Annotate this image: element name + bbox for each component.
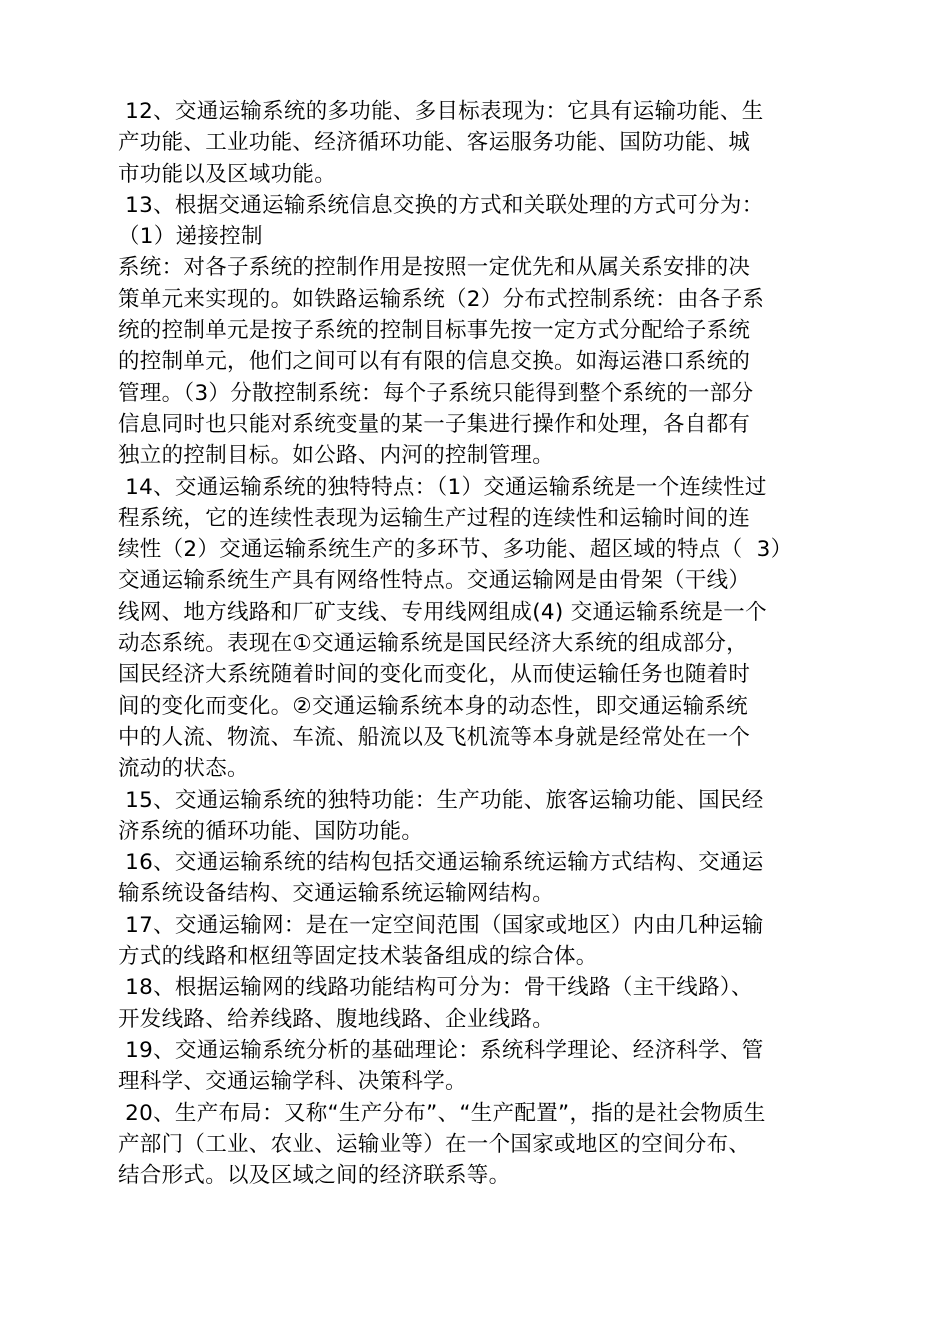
text-line: 管理。（3）分散控制系统：每个子系统只能得到整个系统的一部分	[118, 380, 754, 406]
text-line: 产部门（工业、农业、运输业等）在一个国家或地区的空间分布、	[118, 1131, 751, 1157]
text-line: 线网、地方线路和厂矿支线、专用线网组成(4) 交通运输系统是一个	[118, 599, 767, 625]
text-line: 中的人流、物流、车流、船流以及飞机流等本身就是经常处在一个	[118, 724, 751, 750]
text-line: 19、交通运输系统分析的基础理论：系统科学理论、经济科学、管	[118, 1037, 764, 1063]
text-line: 流动的状态。	[118, 756, 249, 782]
text-line: 产功能、工业功能、经济循环功能、客运服务功能、国防功能、城	[118, 130, 751, 156]
text-line: 的控制单元，他们之间可以有有限的信息交换。如海运港口系统的	[118, 349, 751, 375]
text-line: 理科学、交通运输学科、决策科学。	[118, 1069, 467, 1095]
text-line: 信息同时也只能对系统变量的某一子集进行操作和处理，各自都有	[118, 411, 751, 437]
text-line: 16、交通运输系统的结构包括交通运输系统运输方式结构、交通运	[118, 850, 764, 876]
text-line: 交通运输系统生产具有网络性特点。交通运输网是由骨架（干线）	[118, 568, 751, 594]
text-line: 系统：对各子系统的控制作用是按照一定优先和从属关系安排的决	[118, 255, 751, 281]
text-line: 12、交通运输系统的多功能、多目标表现为：它具有运输功能、生	[118, 99, 764, 124]
text-line: 开发线路、给养线路、腹地线路、企业线路。	[118, 1006, 555, 1032]
text-line: 市功能以及区域功能。	[118, 161, 337, 187]
text-line: 15、交通运输系统的独特功能：生产功能、旅客运输功能、国民经	[118, 787, 764, 813]
text-line: 策单元来实现的。如铁路运输系统（2）分布式控制系统：由各子系	[118, 286, 765, 312]
text-line: 20、生产布局：又称“生产分布”、“生产配置”，指的是社会物质生	[118, 1100, 766, 1126]
text-line: 续性（2）交通运输系统生产的多环节、多功能、超区域的特点（ 3）	[118, 537, 793, 563]
text-line: 国民经济大系统随着时间的变化而变化，从而使运输任务也随着时	[118, 662, 751, 688]
text-line: 结合形式。以及区域之间的经济联系等。	[118, 1163, 511, 1189]
text-line: 方式的线路和枢纽等固定技术装备组成的综合体。	[118, 944, 598, 970]
text-line: 动态系统。表现在①交通运输系统是国民经济大系统的组成部分，	[118, 631, 748, 657]
text-line: （1）递接控制	[118, 224, 263, 250]
text-line: 独立的控制目标。如公路、内河的控制管理。	[118, 443, 555, 469]
text-line: 输系统设备结构、交通运输系统运输网结构。	[118, 881, 555, 907]
text-line: 间的变化而变化。②交通运输系统本身的动态性，即交通运输系统	[118, 693, 748, 719]
text-block	[118, 96, 858, 1191]
text-line: 17、交通运输网：是在一定空间范围（国家或地区）内由几种运输	[118, 912, 764, 938]
text-line: 济系统的循环功能、国防功能。	[118, 818, 424, 844]
text-line: 程系统，它的连续性表现为运输生产过程的连续性和运输时间的连	[118, 505, 751, 531]
text-line: 统的控制单元是按子系统的控制目标事先按一定方式分配给子系统	[118, 318, 751, 344]
text-line: 14、交通运输系统的独特特点：（1）交通运输系统是一个连续性过	[118, 474, 767, 500]
text-line: 18、根据运输网的线路功能结构可分为：骨干线路（主干线路）、	[118, 975, 753, 1001]
text-line: 13、根据交通运输系统信息交换的方式和关联处理的方式可分为：	[118, 192, 764, 218]
